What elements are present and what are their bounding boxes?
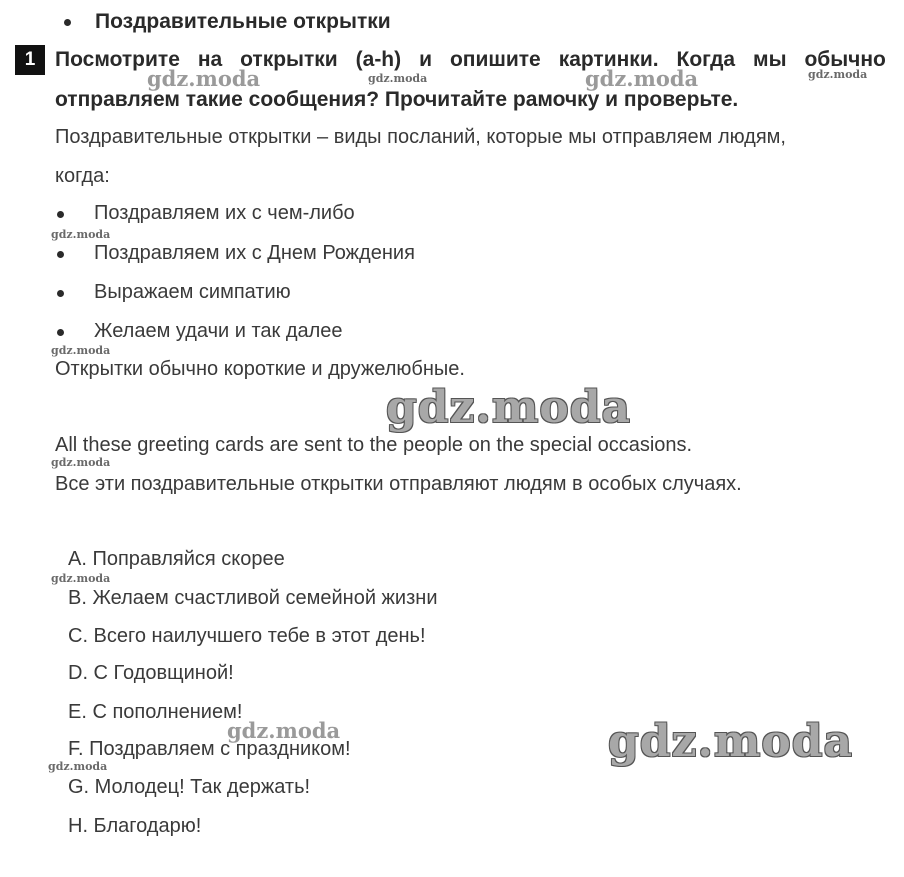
- task-word: (a-h): [355, 48, 402, 71]
- intro-line2: когда:: [55, 165, 110, 187]
- answer-item: H. Благодарю!: [68, 815, 202, 837]
- task-word: открытки: [240, 48, 338, 71]
- watermark: gdz.moda: [147, 66, 261, 91]
- task-instruction-line2: отправляем такие сообщения? Прочитайте рамочку и проверьте.: [55, 88, 739, 111]
- list-item: Выражаем симпатию: [94, 281, 291, 303]
- watermark: gdz.moda: [48, 760, 108, 773]
- task-word: на: [197, 48, 223, 71]
- task-word: Посмотрите: [55, 48, 180, 71]
- intro-line1: Поздравительные открытки – виды посланий, которые мы отправляем людям,: [55, 126, 786, 148]
- answer-item: E. С пополнением!: [68, 701, 243, 723]
- list-item: Поздравляем их с чем-либо: [94, 202, 355, 224]
- watermark: gdz.moda: [51, 344, 111, 357]
- watermark: gdz.moda: [386, 382, 632, 433]
- list-item: Желаем удачи и так далее: [94, 320, 343, 342]
- answer-item: G. Молодец! Так держать!: [68, 776, 311, 798]
- watermark: gdz.moda: [51, 572, 111, 585]
- list-item: Поздравляем их с Днем Рождения: [94, 242, 415, 264]
- answer-item: C. Всего наилучшего тебе в этот день!: [68, 625, 426, 647]
- answer-item: D. С Годовщиной!: [68, 662, 234, 684]
- list-bullet: [57, 290, 64, 297]
- watermark: gdz.moda: [227, 718, 341, 743]
- task-word: картинки.: [558, 48, 659, 71]
- summary-text: Открытки обычно короткие и дружелюбные.: [55, 358, 465, 380]
- watermark: gdz.moda: [51, 228, 111, 241]
- list-bullet: [57, 329, 64, 336]
- task-word: обычно: [804, 48, 886, 71]
- section-bullet: [64, 19, 71, 26]
- watermark: gdz.moda: [808, 68, 868, 81]
- task-word: и: [419, 48, 432, 71]
- watermark: gdz.moda: [51, 456, 111, 469]
- watermark: gdz.moda: [585, 66, 699, 91]
- watermark: gdz.moda: [368, 72, 428, 85]
- task-word: опишите: [449, 48, 541, 71]
- list-bullet: [57, 211, 64, 218]
- task-number-badge: 1: [15, 45, 45, 75]
- translation-sentence: Все эти поздравительные открытки отправляют людям в особых случаях.: [55, 473, 742, 495]
- section-title: Поздравительные открытки: [95, 10, 391, 33]
- answer-item: A. Поправляйся скорее: [68, 548, 285, 570]
- task-word: Когда: [676, 48, 736, 71]
- task-word: мы: [753, 48, 787, 71]
- list-bullet: [57, 251, 64, 258]
- answer-item: B. Желаем счастливой семейной жизни: [68, 587, 438, 609]
- english-sentence: All these greeting cards are sent to the people on the special occasions.: [55, 434, 693, 456]
- answer-item: F. Поздравляем с праздником!: [68, 738, 351, 760]
- watermark: gdz.moda: [608, 716, 854, 767]
